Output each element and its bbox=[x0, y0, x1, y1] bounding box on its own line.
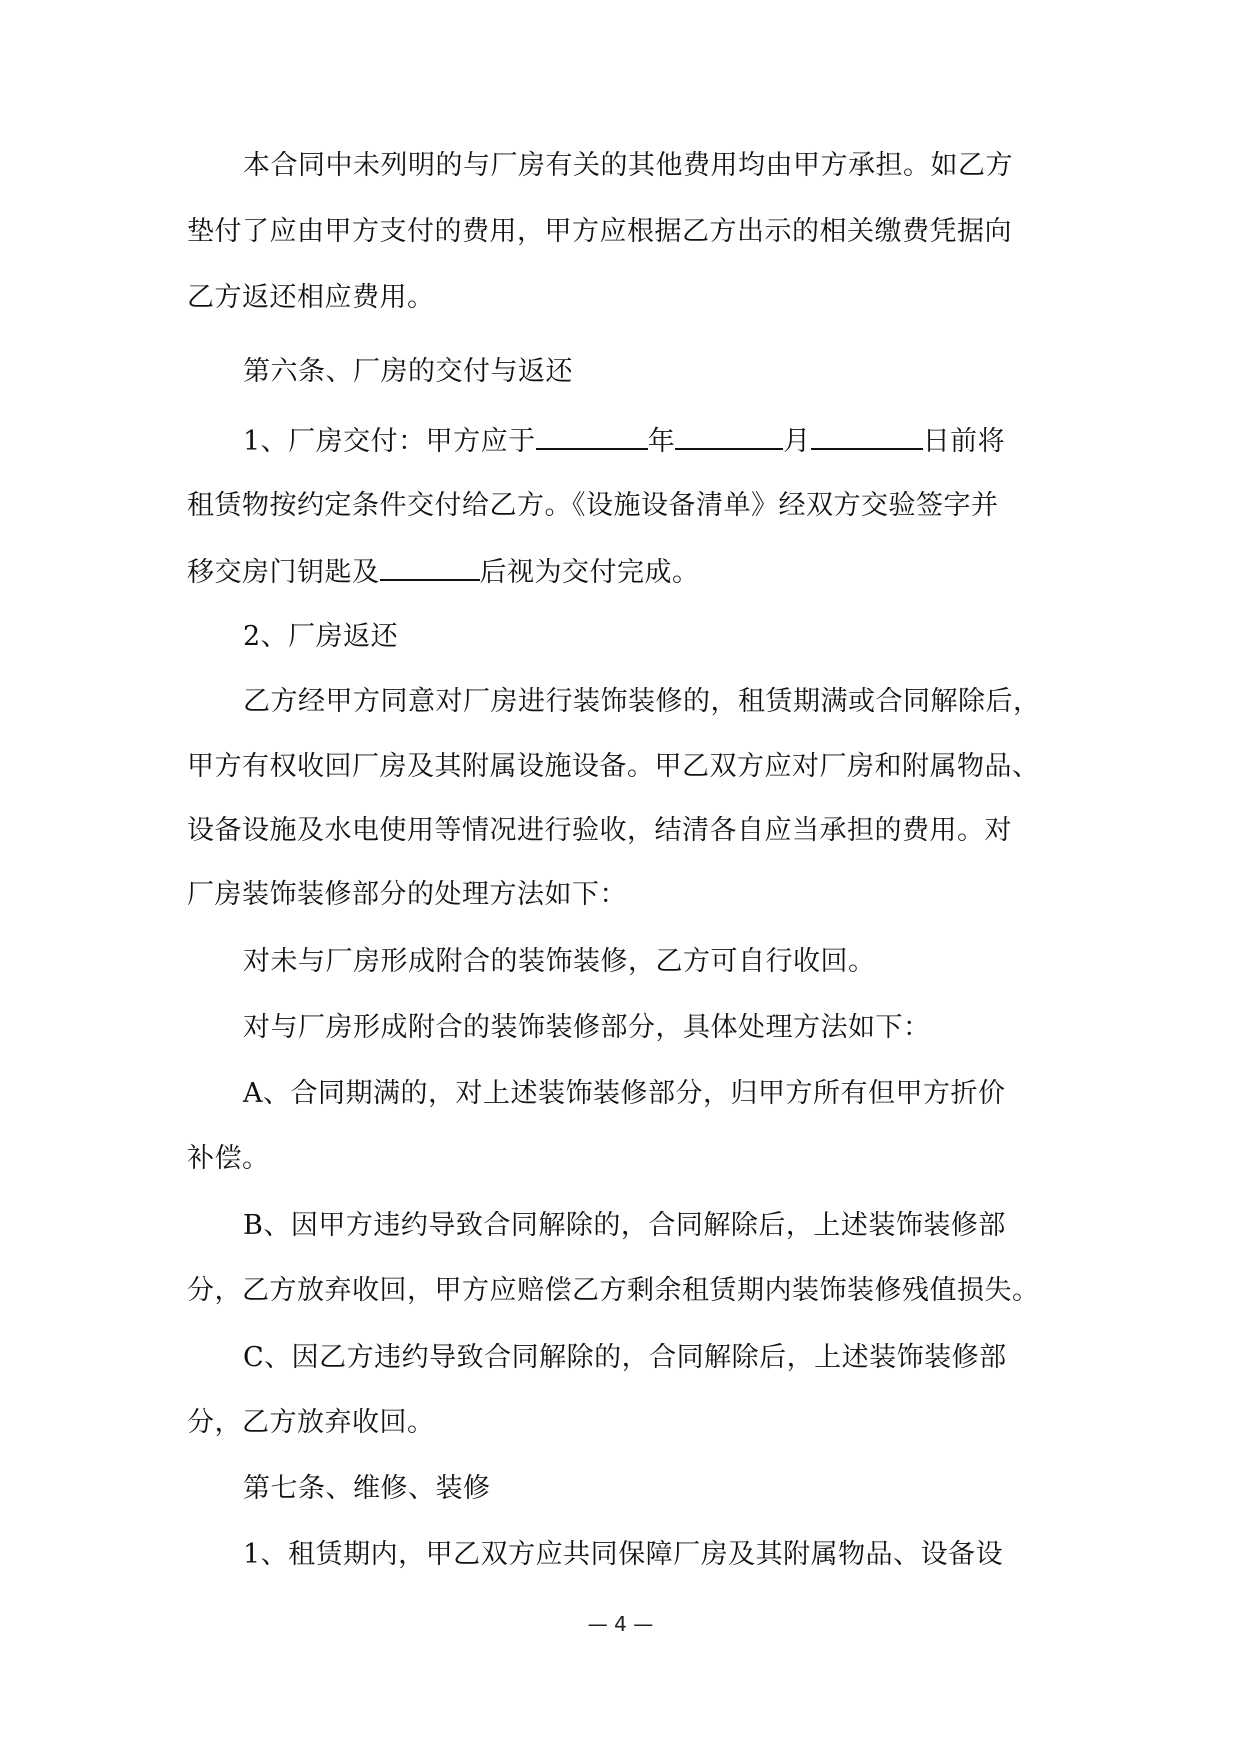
paragraph-line: 对与厂房形成附合的装饰装修部分，具体处理方法如下： bbox=[243, 1012, 931, 1043]
line-segment: 后视为交付完成。 bbox=[479, 557, 700, 588]
paragraph-line: 厂房装饰装修部分的处理方法如下： bbox=[187, 879, 627, 910]
paragraph-line: 分，乙方放弃收回，甲方应赔偿乙方剩余租赁期内装饰装修残值损失。 bbox=[187, 1275, 1040, 1306]
paragraph-line: 分，乙方放弃收回。 bbox=[187, 1407, 435, 1438]
section-heading: 第七条、维修、装修 bbox=[243, 1473, 491, 1504]
section-heading: 第六条、厂房的交付与返还 bbox=[243, 356, 573, 387]
line-segment: 日前将 bbox=[922, 426, 1006, 457]
paragraph-line: 乙方经甲方同意对厂房进行装饰装修的，租赁期满或合同解除后， bbox=[243, 686, 1041, 717]
year-blank bbox=[536, 422, 648, 450]
line-segment: 移交房门钥匙及 bbox=[187, 557, 380, 588]
paragraph-line: 租赁物按约定条件交付给乙方。《设施设备清单》经双方交验签字并 bbox=[187, 490, 999, 521]
paragraph-line: A、合同期满的，对上述装饰装修部分，归甲方所有但甲方折价 bbox=[243, 1078, 1006, 1109]
paragraph-line: 本合同中未列明的与厂房有关的其他费用均由甲方承担。如乙方 bbox=[243, 150, 1013, 181]
page-number: — 4 — bbox=[587, 1612, 654, 1636]
paragraph-line: B、因甲方违约导致合同解除的，合同解除后，上述装饰装修部 bbox=[243, 1210, 1006, 1241]
paragraph-line: 设备设施及水电使用等情况进行验收，结清各自应当承担的费用。对 bbox=[187, 815, 1012, 846]
paragraph-line-with-blanks bbox=[243, 422, 1005, 460]
paragraph-line: 乙方返还相应费用。 bbox=[187, 282, 435, 313]
paragraph-line: 补偿。 bbox=[187, 1143, 270, 1174]
line-segment: 年 bbox=[647, 426, 676, 457]
subsection-heading: 2、厂房返还 bbox=[243, 621, 399, 652]
paragraph-line: C、因乙方违约导致合同解除的，合同解除后，上述装饰装修部 bbox=[243, 1342, 1007, 1373]
day-blank bbox=[811, 422, 923, 450]
item-blank bbox=[380, 553, 480, 581]
line-segment: 月 bbox=[783, 426, 811, 457]
line-segment: 1、厂房交付：甲方应于 bbox=[243, 426, 536, 457]
paragraph-line: 对未与厂房形成附合的装饰装修，乙方可自行收回。 bbox=[243, 946, 876, 977]
paragraph-line: 垫付了应由甲方支付的费用，甲方应根据乙方出示的相关缴费凭据向 bbox=[187, 216, 1012, 247]
paragraph-line: 甲方有权收回厂房及其附属设施设备。甲乙双方应对厂房和附属物品、 bbox=[187, 751, 1040, 782]
month-blank bbox=[675, 422, 783, 450]
paragraph-line: 1、租赁期内，甲乙双方应共同保障厂房及其附属物品、设备设 bbox=[243, 1539, 1004, 1570]
paragraph-line-with-blank bbox=[187, 553, 700, 591]
